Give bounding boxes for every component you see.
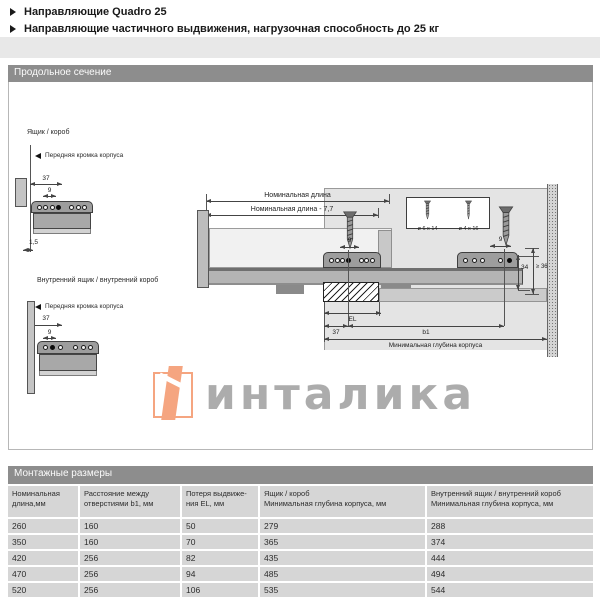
column-header: [80, 486, 180, 517]
min-depth-label: Минимальная глубина корпуса: [388, 342, 483, 349]
table-cell: 494: [427, 567, 593, 581]
dim-label: 9: [347, 237, 352, 244]
table-cell: 256: [80, 551, 180, 565]
screw-hole: [81, 345, 86, 350]
dim-label: 37: [42, 315, 50, 322]
column-header: [8, 486, 78, 517]
drawer-label: Ящик / короб: [27, 129, 70, 136]
dim-line: [324, 313, 381, 314]
dim-label: EL: [348, 316, 357, 323]
table-cell: 279: [260, 519, 425, 533]
dim-line: [348, 326, 504, 327]
dim-line: [324, 326, 348, 327]
rail-body: [33, 213, 91, 229]
drawer-front-panel: [197, 210, 209, 288]
front-panel: [15, 178, 27, 207]
logo-text: инталика: [205, 369, 477, 420]
screw-hole: [50, 205, 55, 210]
table-cell: 544: [427, 583, 593, 597]
table-cell: 535: [260, 583, 425, 597]
dim-label: 37: [42, 175, 50, 182]
dim-line: [533, 248, 534, 294]
table-cell: 106: [182, 583, 258, 597]
table-cell: 256: [80, 567, 180, 581]
dim-line: [30, 184, 62, 185]
table-cell: 256: [80, 583, 180, 597]
screw-hole-filled: [56, 205, 61, 210]
screw-icon: [463, 200, 474, 225]
rail-runner: [276, 285, 304, 294]
dim-line: [206, 201, 389, 202]
front-edge-label: Передняя кромка корпуса: [45, 303, 124, 310]
table-cell: 288: [427, 519, 593, 533]
front-edge-callout: [35, 303, 123, 310]
dim-label: 9: [498, 236, 503, 243]
screw-hole: [88, 345, 93, 350]
screw-hole: [472, 258, 477, 263]
table-cell: 82: [182, 551, 258, 565]
table-cell: 350: [8, 535, 78, 549]
screw-size-label: ø 4 x 16: [458, 226, 479, 232]
column-header: [260, 486, 425, 517]
divider-band: [0, 37, 600, 58]
screw-legend-item: [459, 200, 479, 232]
dim-label: 37: [332, 329, 340, 336]
column-header-line: Минимальная глубина корпуса, мм: [264, 498, 387, 508]
dim-label: b1: [422, 329, 430, 336]
front-edge-label: Передняя кромка корпуса: [45, 152, 124, 159]
column-header-line: отверстиями b1, мм: [84, 498, 154, 508]
dim-label: ≥ 36: [536, 264, 548, 270]
column-header-line: Номинальная: [12, 489, 60, 498]
reference-line: [504, 249, 505, 326]
dim-line: [518, 255, 519, 290]
front-edge-line: [30, 145, 31, 252]
column-header-line: Потеря выдвиже-: [186, 489, 247, 498]
screw-hole: [359, 258, 364, 263]
front-edge-arrow-icon: [35, 304, 41, 310]
screw-hole: [69, 205, 74, 210]
extension-line: [518, 290, 530, 291]
extension-line: [389, 194, 390, 204]
rail-body: [39, 354, 97, 371]
diagram-canvas: [8, 82, 593, 450]
table-cell: 435: [260, 551, 425, 565]
screw-hole: [73, 345, 78, 350]
rail-strip: [39, 371, 97, 376]
dim-label: 1,5: [29, 239, 39, 246]
table-cell: 160: [80, 535, 180, 549]
table-cell: 260: [8, 519, 78, 533]
rail-profile: [37, 341, 99, 354]
screw-legend-box: [406, 197, 490, 232]
extension-line: [378, 208, 379, 218]
intro-text-1: Направляющие Quadro 25: [24, 5, 167, 18]
reference-line: [348, 250, 349, 326]
cabinet-front-section: [323, 282, 379, 302]
screw-hole: [340, 258, 345, 263]
dim-line: [490, 246, 511, 247]
section-title-bar: [8, 466, 593, 484]
screw-icon: [422, 200, 433, 225]
screw-hole: [82, 205, 87, 210]
screw-hole: [370, 258, 375, 263]
screw-hole: [43, 205, 48, 210]
table-cell: 365: [260, 535, 425, 549]
front-edge-arrow-icon: [35, 153, 41, 159]
table-cell: 444: [427, 551, 593, 565]
dim-line: [340, 247, 359, 248]
dim-label: 9: [47, 329, 52, 336]
column-header-line: Ящик / короб: [264, 489, 310, 498]
screw-hole: [76, 205, 81, 210]
intro-text-2: Направляющие частичного выдвижения, нагрузочная способность до 25 кг: [24, 22, 440, 35]
screw-hole: [58, 345, 63, 350]
dim-line: [43, 196, 56, 197]
cabinet-back-panel: [547, 184, 558, 357]
dim-line: [23, 250, 33, 251]
page-intro: [10, 3, 439, 37]
bullet-icon: [10, 8, 16, 16]
rail-profile: [31, 201, 93, 213]
mounting-table: [8, 486, 593, 597]
screw-hole: [480, 258, 485, 263]
extension-line: [525, 294, 539, 295]
screw-hole-filled: [507, 258, 512, 263]
column-header-line: Минимальная глубина корпуса, мм: [431, 498, 554, 508]
table-cell: 485: [260, 567, 425, 581]
column-header-line: Расстояние между: [84, 489, 149, 498]
front-edge-callout: [35, 152, 123, 159]
inner-drawer-label: Внутренний ящик / внутренний короб: [37, 277, 159, 284]
nominal-length-minus-label: Номинальная длина - 7,7: [250, 206, 334, 213]
column-header-line: Внутренний ящик / внутренний короб: [431, 489, 561, 498]
screw-hole: [498, 258, 503, 263]
rail-strip: [33, 229, 91, 234]
screw-size-label: ø 6 x 14: [417, 226, 438, 232]
screw-hole: [364, 258, 369, 263]
screw-hole: [329, 258, 334, 263]
screw-legend-item: [418, 200, 438, 232]
screw-hole: [335, 258, 340, 263]
table-cell: 160: [80, 519, 180, 533]
section-title: Продольное сечение: [14, 67, 112, 78]
dim-label: 34: [521, 264, 529, 271]
front-panel: [27, 301, 35, 394]
screw-hole: [43, 345, 48, 350]
section-mounting: [8, 466, 593, 597]
intro-line-1: [10, 3, 439, 20]
section-title: Монтажные размеры: [14, 468, 113, 479]
table-cell: 70: [182, 535, 258, 549]
column-header: [427, 486, 593, 517]
screw-hole: [463, 258, 468, 263]
logo-icon: [153, 372, 193, 418]
extension-line: [518, 256, 539, 257]
table-cell: 50: [182, 519, 258, 533]
column-header: [182, 486, 258, 517]
nominal-length-label: Номинальная длина: [264, 192, 331, 199]
dim-label: 9: [47, 187, 52, 194]
screw-hole: [37, 205, 42, 210]
dim-line: [43, 338, 56, 339]
section-title-bar: [8, 65, 593, 82]
table-cell: 94: [182, 567, 258, 581]
bullet-icon: [10, 25, 16, 33]
screw-hole-filled: [50, 345, 55, 350]
section-longitudinal: [8, 65, 593, 450]
table-cell: 374: [427, 535, 593, 549]
column-header-line: длина,мм: [12, 498, 46, 508]
table-cell: 420: [8, 551, 78, 565]
column-header-line: ния EL, мм: [186, 498, 225, 508]
table-cell: 470: [8, 567, 78, 581]
table-cell: 520: [8, 583, 78, 597]
intro-line-2: [10, 20, 439, 37]
rail-profile: [457, 252, 518, 268]
dim-line: [324, 339, 547, 340]
